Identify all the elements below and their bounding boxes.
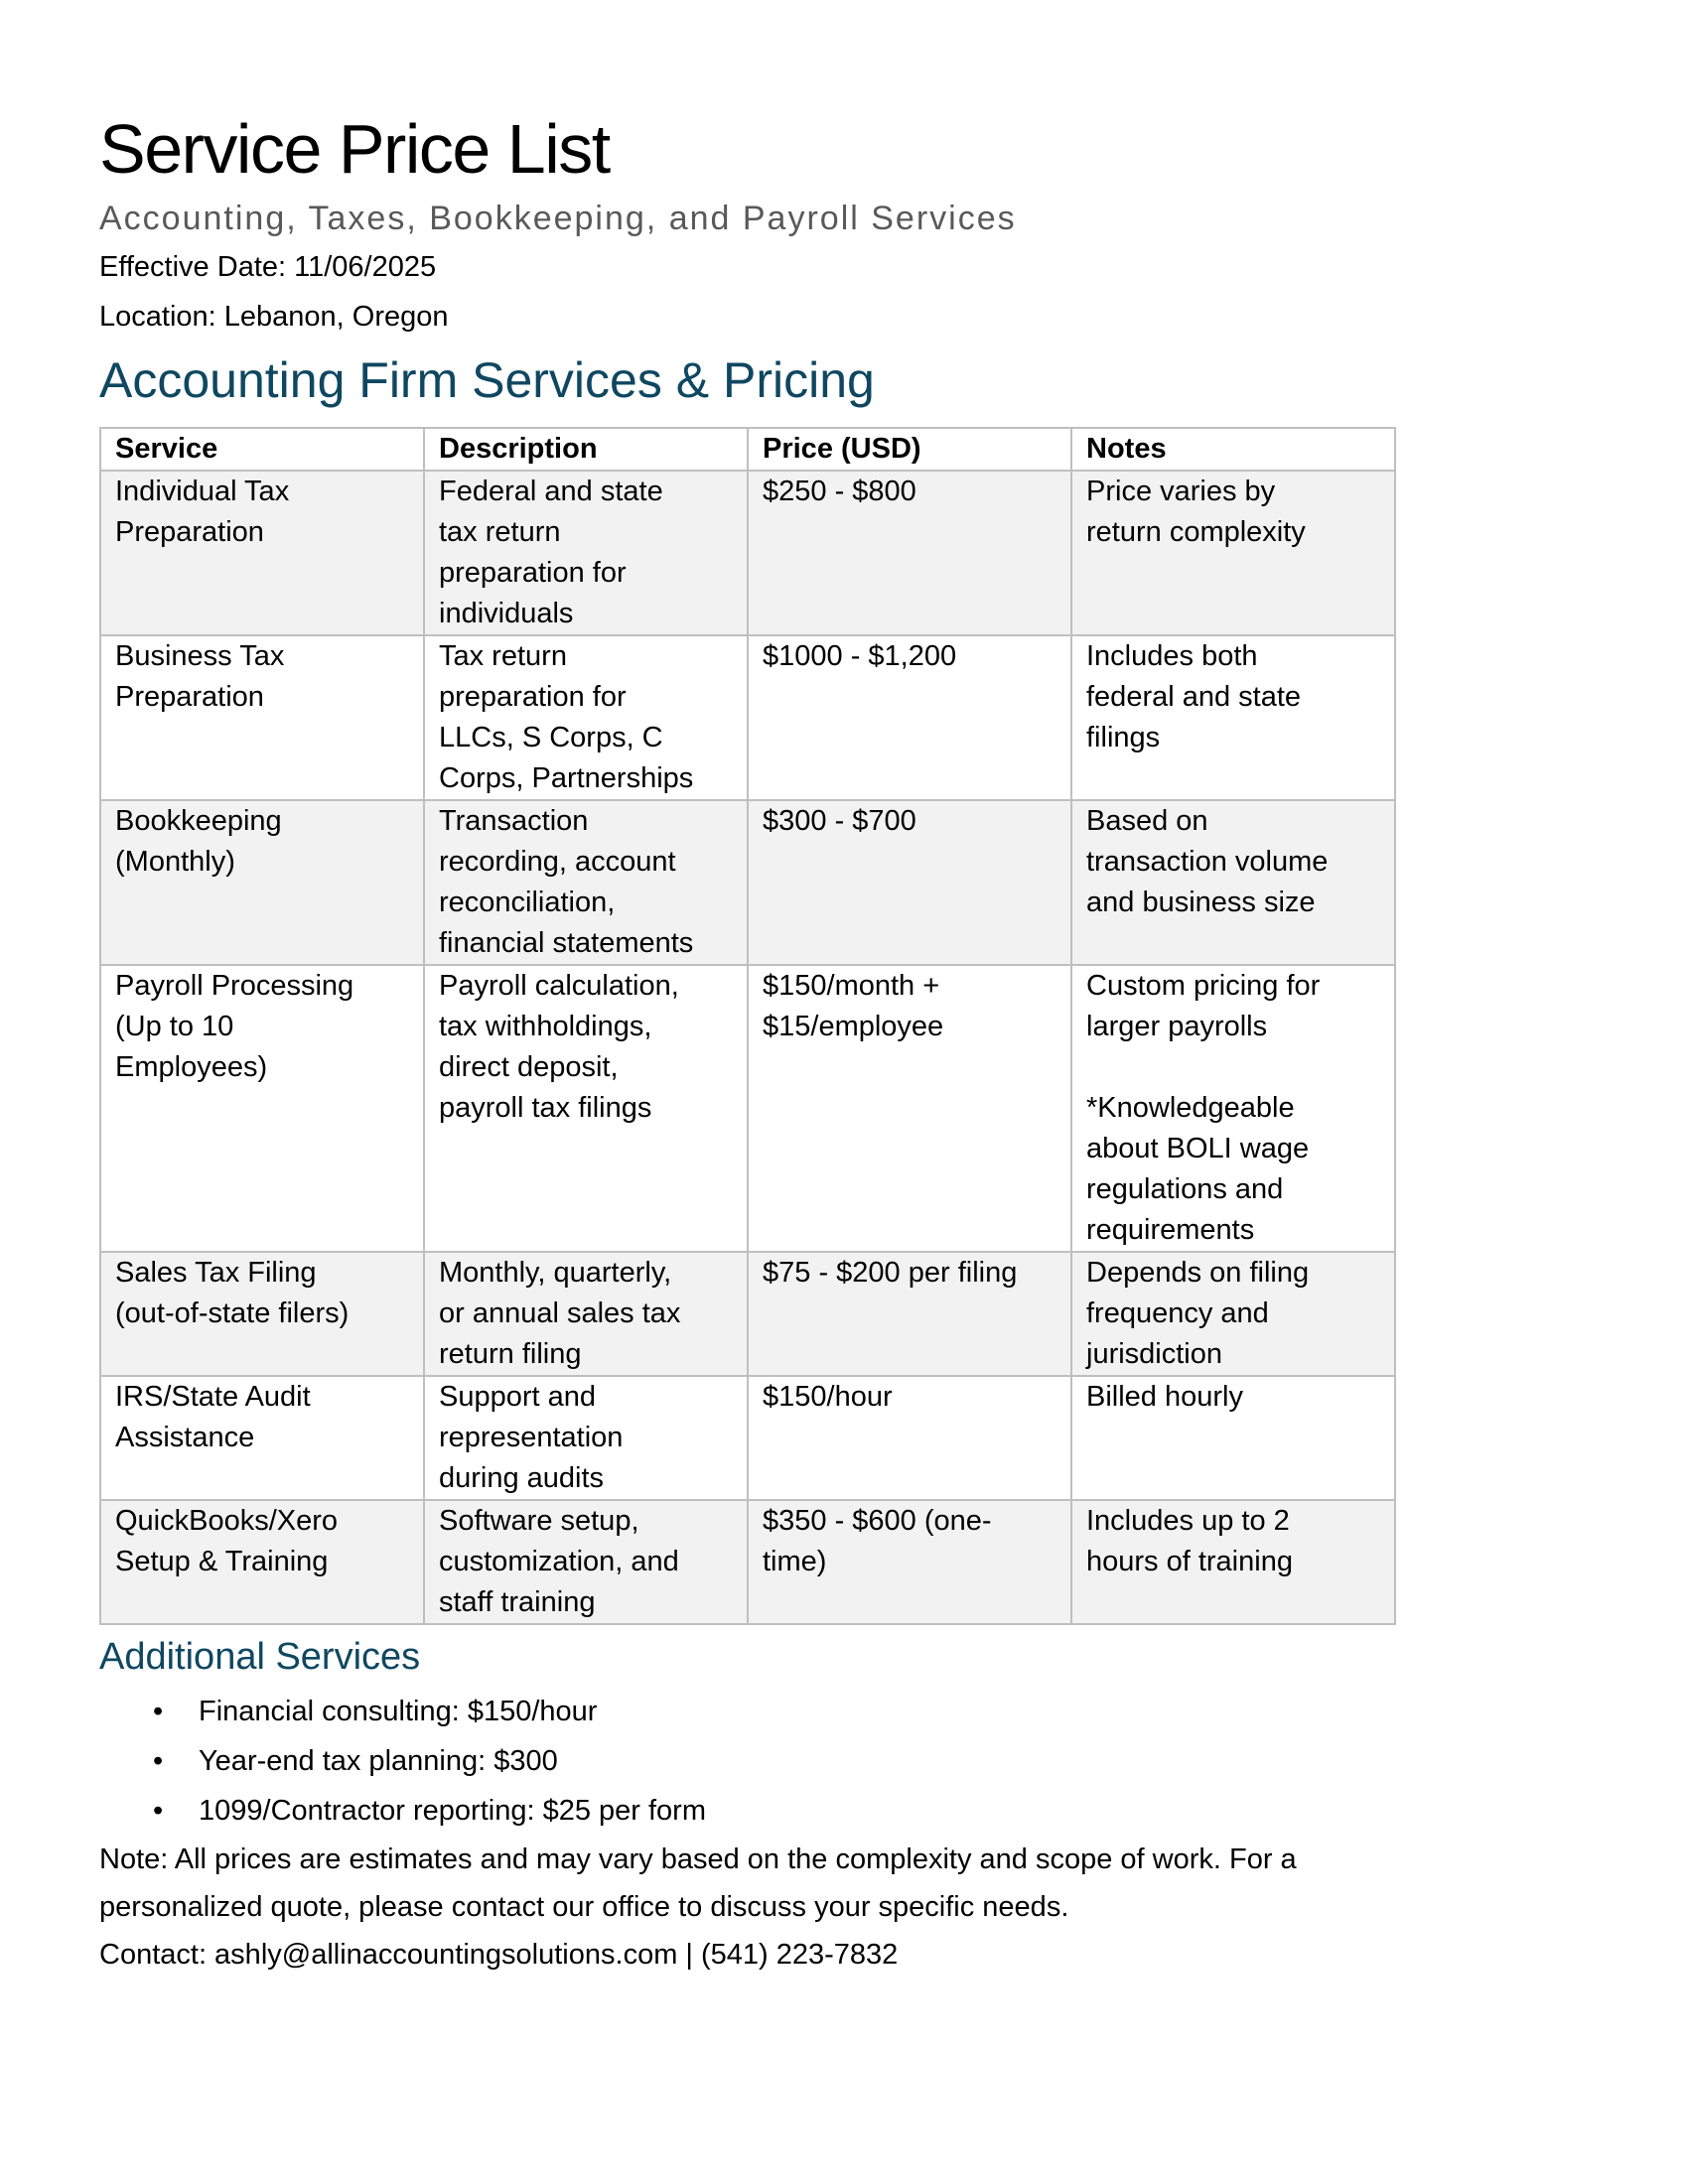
description-cell: Federal and state tax return preparation for individuals bbox=[424, 471, 748, 635]
notes-cell: Billed hourly bbox=[1071, 1376, 1395, 1500]
column-header-service: Service bbox=[100, 428, 424, 471]
document-page bbox=[99, 107, 1430, 1979]
column-header-description: Description bbox=[424, 428, 748, 471]
list-item: • 1099/Contractor reporting: $25 per form bbox=[99, 1786, 1430, 1836]
description-cell: Support and representation during audits bbox=[424, 1376, 748, 1500]
price-table bbox=[99, 427, 1396, 1625]
price-cell: $75 - $200 per filing bbox=[748, 1252, 1071, 1376]
service-cell: Individual Tax Preparation bbox=[100, 471, 424, 635]
table-row bbox=[100, 635, 1395, 800]
bullet-icon: • bbox=[153, 1696, 164, 1727]
page-subtitle: Accounting, Taxes, Bookkeeping, and Payroll Services bbox=[99, 200, 1017, 237]
notes-cell: Price varies by return complexity bbox=[1071, 471, 1395, 635]
column-header-notes: Notes bbox=[1071, 428, 1395, 471]
service-cell: Bookkeeping (Monthly) bbox=[100, 800, 424, 965]
effective-date: Effective Date: 11/06/2025 bbox=[99, 251, 437, 283]
price-cell: $250 - $800 bbox=[748, 471, 1071, 635]
price-cell: $350 - $600 (one- time) bbox=[748, 1500, 1071, 1624]
table-header-row bbox=[100, 428, 1395, 471]
section-heading: Accounting Firm Services & Pricing bbox=[99, 352, 875, 408]
table-row bbox=[100, 1252, 1395, 1376]
additional-services-heading: Additional Services bbox=[99, 1636, 421, 1678]
table-row bbox=[100, 800, 1395, 965]
location: Location: Lebanon, Oregon bbox=[99, 301, 449, 333]
page-title: Service Price List bbox=[99, 110, 610, 188]
description-cell: Transaction recording, account reconciliation, financial statements bbox=[424, 800, 748, 965]
list-item: • Year-end tax planning: $300 bbox=[99, 1736, 1430, 1786]
notes-cell: Includes both federal and state filings bbox=[1071, 635, 1395, 800]
service-cell: Business Tax Preparation bbox=[100, 635, 424, 800]
notes-cell: Based on transaction volume and business size bbox=[1071, 800, 1395, 965]
price-cell: $150/month + $15/employee bbox=[748, 965, 1071, 1252]
notes-cell: Includes up to 2 hours of training bbox=[1071, 1500, 1395, 1624]
price-cell: $1000 - $1,200 bbox=[748, 635, 1071, 800]
bullet-icon: • bbox=[153, 1795, 164, 1827]
bullet-icon: • bbox=[153, 1745, 164, 1777]
description-cell: Tax return preparation for LLCs, S Corps, C Corps, Partnerships bbox=[424, 635, 748, 800]
table-row bbox=[100, 471, 1395, 635]
price-cell: $150/hour bbox=[748, 1376, 1071, 1500]
table-row bbox=[100, 1500, 1395, 1624]
pricing-note: Note: All prices are estimates and may vary based on the complexity and scope of work. For a personalized quote, please contact our office to discuss your specific needs. bbox=[99, 1843, 1297, 1923]
table-row bbox=[100, 1376, 1395, 1500]
table-row bbox=[100, 965, 1395, 1252]
description-cell: Monthly, quarterly, or annual sales tax return filing bbox=[424, 1252, 748, 1376]
description-cell: Software setup, customization, and staff training bbox=[424, 1500, 748, 1624]
additional-services-list bbox=[99, 1687, 1430, 1836]
contact-line: Contact: ashly@allinaccountingsolutions.com | (541) 223-7832 bbox=[99, 1939, 899, 1971]
list-item: • Financial consulting: $150/hour bbox=[99, 1687, 1430, 1736]
service-cell: QuickBooks/Xero Setup & Training bbox=[100, 1500, 424, 1624]
service-cell: Sales Tax Filing (out-of-state filers) bbox=[100, 1252, 424, 1376]
service-cell: Payroll Processing (Up to 10 Employees) bbox=[100, 965, 424, 1252]
price-cell: $300 - $700 bbox=[748, 800, 1071, 965]
column-header-price: Price (USD) bbox=[748, 428, 1071, 471]
service-cell: IRS/State Audit Assistance bbox=[100, 1376, 424, 1500]
notes-cell: Depends on filing frequency and jurisdiction bbox=[1071, 1252, 1395, 1376]
notes-cell: Custom pricing for larger payrolls *Knowledgeable about BOLI wage regulations and requirements bbox=[1071, 965, 1395, 1252]
description-cell: Payroll calculation, tax withholdings, direct deposit, payroll tax filings bbox=[424, 965, 748, 1252]
